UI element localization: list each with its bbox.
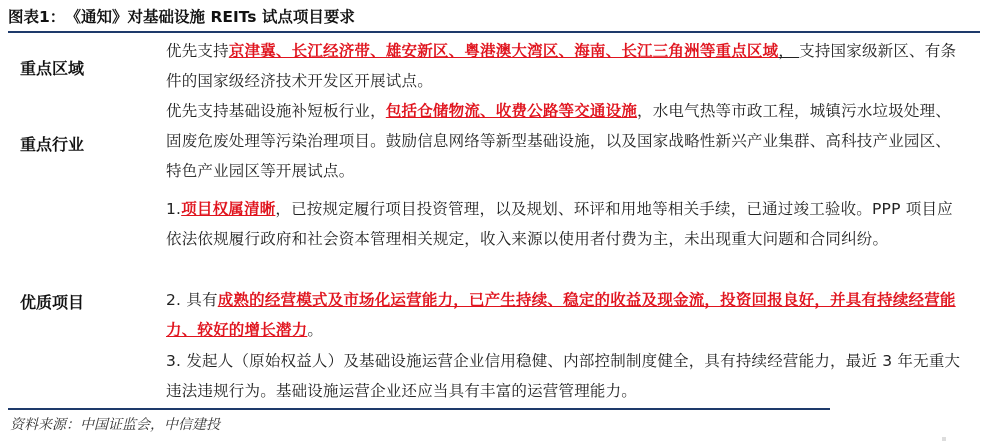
figure-title <box>8 4 984 30</box>
text-segment: ，已按规定履行项目投资管理，以及规划、环评和用地等相关手续，已通过竣工验收。PPP 项目应依法依规履行政府和社会资本管理相关规定，收入来源以使用者付费为主，未出现重大问题和合同纠纷。 <box>166 200 953 248</box>
text-segment: 优先支持 <box>166 42 229 60</box>
row-content-quality-item-3 <box>166 346 966 406</box>
text-segment: 优先支持基础设施补短板行业， <box>166 102 386 120</box>
highlighted-text: 包括仓储物流、收费公路等交通设施 <box>385 102 638 120</box>
text-segment: 支持国家级新区、有条件的国家级经济技术开发区开展试点。 <box>166 42 957 90</box>
highlighted-text: 成熟的经营模式及市场化运营能力，已产生持续、稳定的收益及现金流，投资回报良好，并具有持续经营能力、较好的增长潜力 <box>166 291 956 339</box>
row-label-industry: 重点行业 <box>20 135 85 154</box>
bottom-rule <box>8 408 830 410</box>
source-note: 资料来源：中国证监会，中信建投 <box>10 417 220 433</box>
row-content-region <box>166 36 966 96</box>
text-segment: 。 <box>307 321 324 339</box>
decorative-dot <box>942 437 946 441</box>
text-segment: 2. 具有 <box>166 291 218 309</box>
row-content-quality-item-1 <box>166 194 966 254</box>
row-label-region: 重点区域 <box>20 59 85 78</box>
highlighted-text: 项目权属清晰 <box>181 200 276 218</box>
row-label-quality: 优质项目 <box>20 293 85 312</box>
figure-title-text: 《通知》对基础设施 REITs 试点项目要求 <box>73 8 355 26</box>
top-rule <box>8 31 980 33</box>
text-segment: 3. 发起人（原始权益人）及基础设施运营企业信用稳健、内部控制制度健全，具有持续经营能力，最近 3 年无重大违法违规行为。基础设施运营企业还应当具有丰富的运营管理能力。 <box>166 352 961 400</box>
figure-label: 图表1： <box>8 8 66 26</box>
text-segment: 1. <box>166 200 182 218</box>
text-segment: ，水电气热等市政工程，城镇污水垃圾处理、固废危废处理等污染治理项目。鼓励信息网络等新型基础设施，以及国家战略性新兴产业集群、高科技产业园区、特色产业园区等开展试点。 <box>166 102 952 180</box>
row-content-industry <box>166 96 966 186</box>
row-content-quality-item-2 <box>166 285 966 345</box>
text-segment: ， <box>778 42 800 60</box>
highlighted-text: 京津冀、长江经济带、雄安新区、粤港澳大湾区、海南、长江三角洲等重点区域 <box>228 42 779 60</box>
